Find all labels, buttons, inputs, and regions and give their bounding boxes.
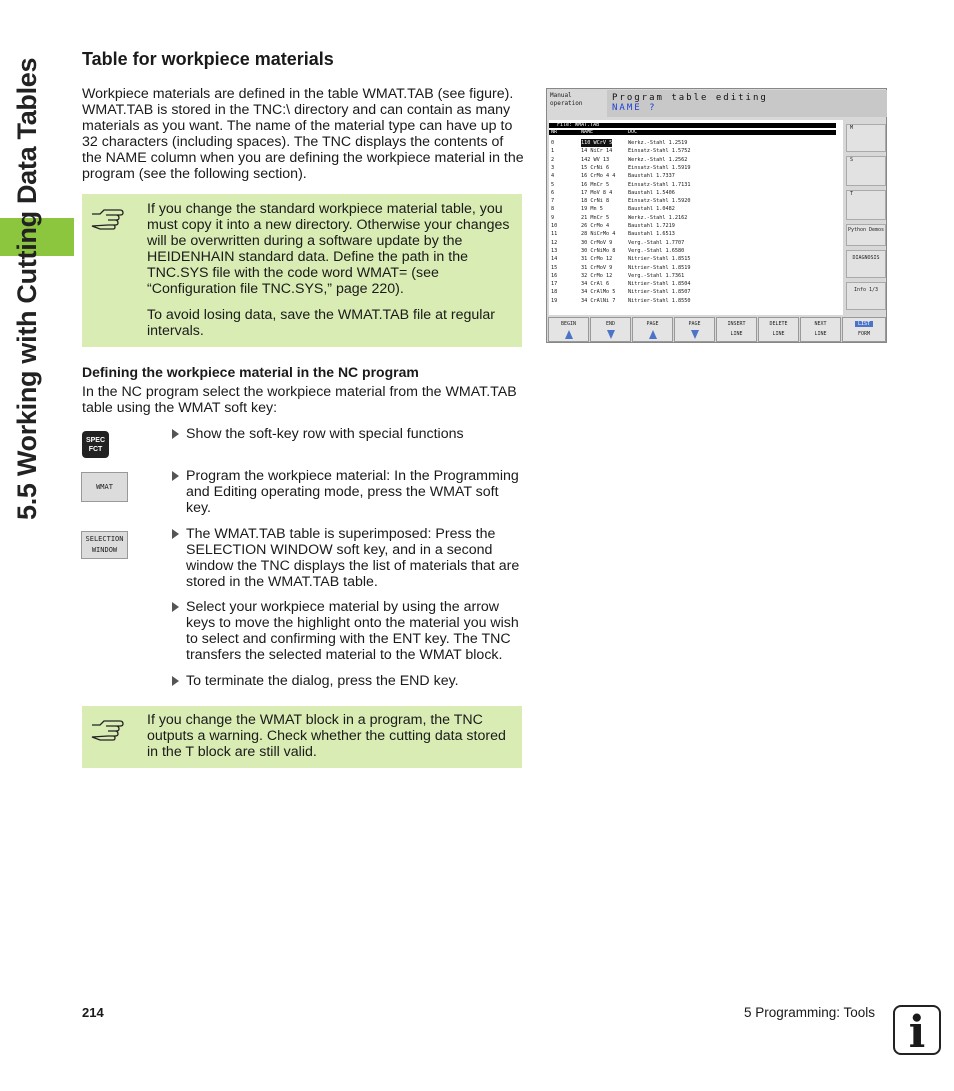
table-cell: 1 xyxy=(551,148,555,155)
step-text: Select your workpiece material by using the arrow keys to move the highlight onto the material you wish to select and confirming with the ENT key. The TNC transfers the selected material to the WMAT block. xyxy=(186,599,519,663)
table-cell: 5 xyxy=(551,181,555,188)
table-row[interactable] xyxy=(549,280,839,288)
table-row[interactable] xyxy=(549,172,839,180)
table-cell: 18 xyxy=(551,289,558,296)
table-row[interactable] xyxy=(549,255,839,263)
table-row[interactable] xyxy=(549,272,839,280)
table-row[interactable] xyxy=(549,239,839,247)
table-cell: 16 CrMo 4 4 xyxy=(581,173,616,180)
softkey-end[interactable] xyxy=(590,317,631,342)
table-cell: 3 xyxy=(551,164,555,171)
table-row[interactable] xyxy=(549,139,839,147)
table-cell: Nitrier-Stahl 1.8550 xyxy=(628,297,691,304)
table-cell: 15 CrNi 6 xyxy=(581,164,610,171)
arrow-bullet-icon xyxy=(172,471,179,481)
side-button-label: Python Demos xyxy=(847,227,885,233)
table-cell: 11 xyxy=(551,231,558,238)
step-text: Show the soft-key row with special functions xyxy=(186,426,464,442)
softkey-next-line[interactable] xyxy=(800,317,841,342)
table-cell: Nitrier-Stahl 1.8515 xyxy=(628,256,691,263)
table-cell: 26 CrMo 4 xyxy=(581,223,610,229)
softkey-label: FORM xyxy=(857,331,871,337)
table-cell: Nitrier-Stahl 1.8507 xyxy=(628,289,691,296)
step-text: To terminate the dialog, press the END key. xyxy=(186,673,459,689)
table-row[interactable] xyxy=(549,164,839,172)
table-cell: 30 CrMoV 9 xyxy=(581,239,613,246)
table-cell: 31 CrMo 12 xyxy=(581,256,613,263)
arrow-down-icon xyxy=(607,330,615,339)
table-cell: 14 xyxy=(551,256,558,263)
arrow-bullet-icon xyxy=(172,676,179,686)
note-1-tip: To avoid losing data, save the WMAT.TAB file at regular intervals. xyxy=(147,307,496,339)
note-box-2 xyxy=(82,706,522,768)
table-row[interactable] xyxy=(549,247,839,255)
table-cell: Nitrier-Stahl 1.8504 xyxy=(628,281,691,288)
side-button-label: T xyxy=(850,191,854,197)
arrow-down-icon xyxy=(691,330,699,339)
arrow-bullet-icon xyxy=(172,429,179,439)
arrow-up-icon xyxy=(565,330,573,339)
table-cell: 142 WV 13 xyxy=(581,156,610,163)
chapter-footer: 5 Programming: Tools xyxy=(744,1005,876,1020)
softkey-page-down[interactable] xyxy=(674,317,715,342)
table-cell: 17 MoV 8 4 xyxy=(581,189,613,196)
table-cell: Nitrier-Stahl 1.8519 xyxy=(628,264,691,271)
status-side-panel xyxy=(845,120,886,315)
table-file-name: File: WMAT.TAB xyxy=(549,123,836,128)
t-function-button[interactable] xyxy=(846,190,886,220)
table-cell: 8 xyxy=(551,206,555,213)
side-button-label: S xyxy=(850,157,854,163)
table-cell: 0 xyxy=(551,140,555,146)
softkey-label: INSERT xyxy=(727,321,746,327)
selection-window-softkey[interactable] xyxy=(81,531,128,559)
table-row[interactable] xyxy=(549,264,839,272)
table-row[interactable] xyxy=(549,230,839,238)
table-row[interactable] xyxy=(549,197,839,205)
table-cell: 21 MnCr 5 xyxy=(581,214,610,221)
note-2-text: If you change the WMAT block in a program, the TNC outputs a warning. Check whether the cutting data stored in the T block are still valid. xyxy=(147,712,506,760)
pointing-hand-icon xyxy=(90,206,126,230)
selection-softkey-label-2: WINDOW xyxy=(91,546,118,554)
table-row[interactable] xyxy=(549,288,839,296)
softkey-page-up[interactable] xyxy=(632,317,673,342)
diagnosis-button[interactable] xyxy=(846,250,886,278)
step-item xyxy=(172,599,524,663)
selection-softkey-label-1: SELECTION xyxy=(85,535,124,543)
table-cell: 6 xyxy=(551,189,555,196)
softkey-label: BEGIN xyxy=(560,321,577,327)
m-function-button[interactable] xyxy=(846,124,886,152)
table-cell: 4 xyxy=(551,173,555,180)
table-row[interactable] xyxy=(549,147,839,155)
table-cell: 30 CrNiMo 8 xyxy=(581,247,616,254)
softkey-begin[interactable] xyxy=(548,317,589,342)
arrow-up-icon xyxy=(649,330,657,339)
table-cell: Einsatz-Stahl 1.5919 xyxy=(628,164,691,171)
table-cell: 9 xyxy=(551,214,555,221)
table-row[interactable] xyxy=(549,222,839,230)
arrow-bullet-icon xyxy=(172,529,179,539)
table-cell: Einsatz-Stahl 1.5920 xyxy=(628,198,691,205)
table-cell: 13 xyxy=(551,247,558,254)
column-header: NAME xyxy=(581,129,594,135)
table-row[interactable] xyxy=(549,297,839,305)
table-cell: Baustahl 1.0482 xyxy=(628,206,675,213)
table-cell: 34 CrAlNi 7 xyxy=(581,297,616,304)
note-1-text: If you change the standard workpiece material table, you must copy it into a new directory. Otherwise your changes will be overwritten during a software update by the HEIDENHAIN standard data. Define the path in the TNC.SYS file with the code word WMAT= (see “Configuration file TNC.SYS,” page 220). xyxy=(147,201,510,297)
tnc-screenshot xyxy=(546,88,887,343)
table-cell: Baustahl 1.7337 xyxy=(628,173,675,180)
step-item xyxy=(172,673,524,689)
softkey-delete-line[interactable] xyxy=(758,317,799,342)
table-cell: Baustahl 1.6513 xyxy=(628,231,675,238)
table-cell: 16 MnCr 5 xyxy=(581,181,610,188)
table-cell: 110 WCrV 5 xyxy=(581,140,613,146)
softkey-label: LIST xyxy=(855,321,873,327)
section-heading: Table for workpiece materials xyxy=(82,49,334,69)
table-row[interactable] xyxy=(549,156,839,164)
softkey-row xyxy=(548,317,887,343)
softkey-label: END xyxy=(605,321,616,327)
table-cell: Baustahl 1.7219 xyxy=(628,223,675,229)
dialog-header xyxy=(607,90,887,117)
subsection-intro: In the NC program select the workpiece material from the WMAT.TAB table using the WMAT soft key: xyxy=(82,384,517,416)
info-button[interactable] xyxy=(846,282,886,310)
s-function-button[interactable] xyxy=(846,156,886,186)
subsection-heading: Defining the workpiece material in the NC program xyxy=(82,364,419,380)
mode-label-2: operation xyxy=(550,100,583,107)
softkey-label: LINE xyxy=(730,331,743,337)
table-cell: 28 NiCrMo 4 xyxy=(581,231,616,238)
table-cell: 32 CrMo 12 xyxy=(581,272,613,279)
table-cell: Verg.-Stahl 1.7707 xyxy=(628,239,685,246)
spec-fct-key[interactable] xyxy=(82,431,109,458)
step-text: Program the workpiece material: In the Programming and Editing operating mode, press the WMAT soft key. xyxy=(186,468,519,516)
arrow-bullet-icon xyxy=(172,602,179,612)
table-header xyxy=(549,130,836,135)
softkey-insert-line[interactable] xyxy=(716,317,757,342)
side-button-label: DIAGNOSIS xyxy=(852,255,880,261)
pointing-hand-icon xyxy=(90,717,126,741)
table-cell: 7 xyxy=(551,198,555,205)
table-cell: 19 Mn 5 xyxy=(581,206,603,213)
table-cell: 18 CrNi 8 xyxy=(581,198,610,205)
step-item xyxy=(172,426,524,442)
softkey-label: PAGE xyxy=(646,321,659,327)
softkey-label: DELETE xyxy=(769,321,788,327)
table-cell: Einsatz-Stahl 1.7131 xyxy=(628,181,691,188)
table-cell: 34 CrAlMo 5 xyxy=(581,289,616,296)
dialog-prompt: NAME ? xyxy=(612,103,657,113)
softkey-label: LINE xyxy=(772,331,785,337)
softkey-label: NEXT xyxy=(814,321,827,327)
intro-paragraph: Workpiece materials are defined in the table WMAT.TAB (see figure). WMAT.TAB is stored in the TNC:\ directory and can contain as many materials as you want. The name of the material type can have up to 32 characters (including spaces). The TNC displays the contents of the NAME column when you are defining the workpiece material in the program (see the following section). xyxy=(82,86,524,182)
material-table xyxy=(549,120,843,315)
wmat-softkey-label: WMAT xyxy=(96,482,113,491)
spec-key-label-1: SPEC xyxy=(85,436,106,444)
table-cell: 14 NiCr 14 xyxy=(581,148,613,155)
softkey-list-form[interactable] xyxy=(842,317,886,342)
dialog-title: Program table editing xyxy=(612,93,768,103)
info-icon: i xyxy=(893,1005,941,1055)
step-text: The WMAT.TAB table is superimposed: Press the SELECTION WINDOW soft key, and in a second window the TNC displays the list of materials that are stored in the WMAT.TAB table. xyxy=(186,526,520,590)
softkey-label: PAGE xyxy=(688,321,701,327)
column-header: NR xyxy=(551,129,558,135)
table-cell: 2 xyxy=(551,156,555,163)
table-cell: Werkz.-Stahl 1.2519 xyxy=(628,140,688,146)
side-button-label: Info 1/3 xyxy=(853,287,879,293)
table-row[interactable] xyxy=(549,205,839,213)
python-demos-button[interactable] xyxy=(846,224,886,246)
table-cell: Verg.-Stahl 1.7361 xyxy=(628,272,685,279)
spec-key-label-2: FCT xyxy=(88,445,103,453)
wmat-softkey[interactable] xyxy=(81,472,128,502)
chapter-side-title: 5.5 Working with Cutting Data Tables xyxy=(12,57,42,520)
table-row[interactable] xyxy=(549,189,839,197)
table-cell: Werkz.-Stahl 1.2562 xyxy=(628,156,688,163)
softkey-label: LINE xyxy=(814,331,827,337)
table-row[interactable] xyxy=(549,181,839,189)
table-cell: 17 xyxy=(551,281,558,288)
table-row[interactable] xyxy=(549,214,839,222)
operating-mode xyxy=(548,90,606,116)
note-box-1 xyxy=(82,194,522,347)
column-header: DOC xyxy=(628,129,638,135)
table-cell: Werkz.-Stahl 1.2162 xyxy=(628,214,688,221)
side-button-label: M xyxy=(850,125,854,131)
table-cell: 12 xyxy=(551,239,558,246)
page-number: 214 xyxy=(82,1005,104,1020)
table-cell: Baustahl 1.5406 xyxy=(628,189,675,196)
table-cell: 19 xyxy=(551,297,558,304)
table-cell: 34 CrAl 6 xyxy=(581,281,610,288)
table-cell: 16 xyxy=(551,272,558,279)
table-cell: 31 CrMoV 9 xyxy=(581,264,613,271)
table-cell: Verg.-Stahl 1.6580 xyxy=(628,247,685,254)
table-cell: 10 xyxy=(551,223,558,229)
step-item xyxy=(172,468,524,516)
step-item xyxy=(172,526,524,590)
table-cell: Einsatz-Stahl 1.5752 xyxy=(628,148,691,155)
mode-label-1: Manual xyxy=(550,92,572,99)
table-cell: 15 xyxy=(551,264,558,271)
